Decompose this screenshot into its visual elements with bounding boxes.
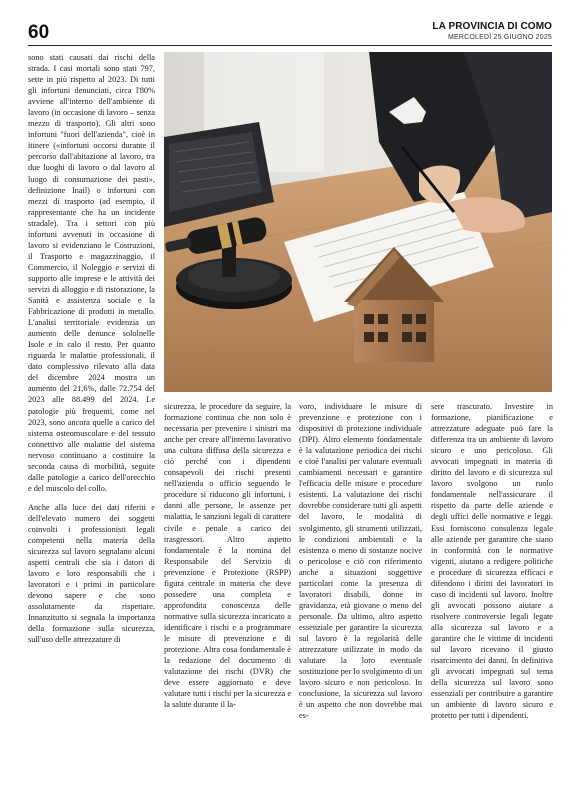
article-photo <box>164 52 552 392</box>
article-paragraph: sicurezza, le procedure da seguire, la formazione continua che non solo è necessaria per prevenire i sinistri ma anche per creare all'interno lavorativo una cultura diffusa della sicurezza e ciò perché con i dipendenti consapevoli dei rischi presenti nell'azienda o ufficio seguendo le procedure si riducono gli infortuni, i danni alle persone, le assenze per malattia, le sanzioni legali di carattere civile e penale a carico dei trasgressori. Altro aspetto fondamentale è la nomina del Responsabile del Servizio di prevenzione e Protezione (RSPP) figura centrale in materia che deve possedere una completa e approfondita conoscenza delle normative sulla sicurezza incaricato a identificare i rischi e a programmare le misure di prevenzione e di protezione. Altra cosa fondamentale è la redazione del documento di valutazione dei rischi (DVR) che deve essere aggiornato e deve valutare tutti i rischi per la sicurezza e la salute durante il la- <box>164 402 291 710</box>
publication-date: MERCOLEDÌ 25 GIUGNO 2025 <box>448 34 552 41</box>
page-number: 60 <box>28 22 50 43</box>
masthead <box>432 22 552 41</box>
article-paragraph: sono stati causati dai rischi della strada. I casi mortali sono stati 797, sette in più rispetto al 2023. Di tutti gli infortuni denunciati, circa l'80% avviene all'interno dell'ambiente di lavoro (in occasione di lavoro – senza mezzo di trasporto). Gli altri sono infortuni "fuori dell'azienda", cioè in itinere («infortuni occorsi durante il percorso dall'abitazione al lavoro, tra due luoghi di lavoro o dal lavoro al luogo di consumazione dei pasti», definizione Inail) o infortuni con mezzi di trasporto (ad esempio, il rappresentante che ha un incidente stradale). Tra i settori con più infortuni avvenuti in occasione di lavoro si evidenziano le Costruzioni, il Trasporto e magazzinaggio, il Commercio, il Noleggio e servizi di supporto alle imprese e le attività dei servizi di alloggio e di ristorazione, la Sanità e assistenza sociale e la Fabbricazione di prodotti in metallo. L'analisi territoriale evidenzia un aumento delle denunce sololnelle Isole e in calo il resto. Per quanto riguarda le malattie professionali, il dato complessivo rilevato alla data del dicembre 2024 mostra un aumento del 21,6%, dalle 72.754 del 2023 alle 88.499 del 2024. Le patologie più frequenti, come nel 2023, sono ancora quelle a carico del sistema osteomuscolare e del tessuto connettivo alle malattie del sistema nervoso continuano a costituire la seconda causa di morbilità, seguite dalle patologie a carico dell'orecchio e del muscolo del collo. <box>28 53 155 493</box>
publication-name: LA PROVINCIA DI COMO <box>432 21 552 32</box>
article-column-3 <box>299 401 422 792</box>
article-column-1 <box>28 52 155 792</box>
article-column-4 <box>431 401 553 792</box>
article-paragraph: voro, individuare le misure di prevenzione e protezione con i dispositivi di protezione individuale (DPI). Altro elemento fondamentale è la valutazione periodica dei rischi e cioè l'analisi per valutare eventuali cambiamenti necessari e garantire l'efficacia delle misure e procedure esistenti. La valutazione dei rischi dovrebbe considerare tutti gli aspetti del lavoro, le modalità di svolgimento, gli strumenti utilizzati, le condizioni ambientali e la esistenza o meno di sostanze nocive o pericolose e ciò con riferimento anche a situazioni soggettive particolari come la presenza di lavoratori disabili, donne in gravidanza, età giovane o meno del personale. Da ultimo, altro aspetto essenziale per garantire la sicurezza sul lavoro è la regolarità delle attrezzature utilizzate in modo da valutare la loro eventuale sostituzione per lo svolgimento di un lavoro sicuro e non pericoloso. In conclusione, la sicurezza sul lavoro è un aspetto che non dovrebbe mai es- <box>299 402 422 721</box>
courtroom-gavel-and-house-photo-icon <box>164 52 552 392</box>
article-paragraph: Anche alla luce dei dati riferiti e dell'elevato numero dei soggetti coinvolti i professionisti legali competenti nella materia della sicurezza sul lavoro segnalano alcuni aspetti centrali che sia i datori di lavoro e loro responsabili che i lavoratori e i primi in particolare devono sapere e che sono assolutamente da rispettare. Innanzitutto si segnala la importanza della formazione sulla sicurezza, sull'uso delle attrezzature di <box>28 502 155 645</box>
article-column-2 <box>164 401 291 792</box>
header-divider <box>28 45 552 46</box>
article-paragraph: sere trascurato. Investire in formazione, pianificazione e attrezzature adeguate può fare la differenza tra un ambiente di lavoro sicuro e uno pericoloso. Gli avvocati impegnati in materia di diritto del lavoro e di sicurezza sul lavoro svolgono un ruolo fondamentale nell'assicurare il rispetto da parte delle aziende e degli uffici delle normative e leggi. Essi forniscono consulenza legale alle aziende per garantire che siano in conformità con le normative vigenti, aiutano a redigere politiche e procedure di sicurezza efficaci e difendono i diritti dei lavoratori in caso di incidenti sul lavoro. Inoltre gli avvocati possono aiutare a risolvere controversie legali legate alla sicurezza sul lavoro e a garantire che le vittime di incidenti sul lavoro ricevano il giusto risarcimento dei danni. In definitiva gli avvocati impegnati sul tema della sicurezza sul lavoro sono essenziali per contribuire a garantire un ambiente di lavoro sicuro e protetto per tutti i dipendenti. <box>431 402 553 721</box>
